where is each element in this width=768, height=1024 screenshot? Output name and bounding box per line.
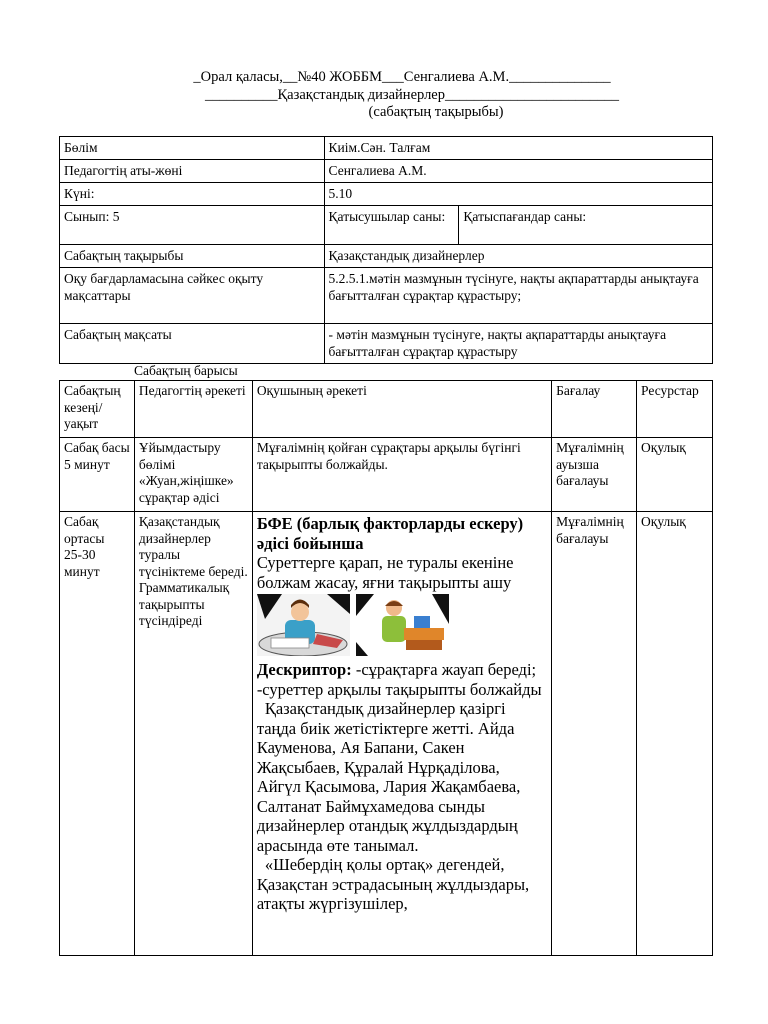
- date-label: Күні:: [60, 183, 325, 206]
- col-header-student: Оқушының әрекеті: [252, 381, 551, 438]
- topic-label: Сабақтың тақырыбы: [60, 245, 325, 268]
- row2-teacher: Қазақстандық дизайнерлер туралы түсініктеме береді. Грамматикалық тақырыпты түсіндіреді: [134, 512, 252, 956]
- row2-resources: Оқулық: [637, 512, 713, 956]
- col-header-teacher: Педагогтің әрекеті: [134, 381, 252, 438]
- objectives-value: 5.2.5.1.мәтін мазмұнын түсінуге, нақты ақпараттарды анықтауға бағытталған сұрақтар құрастыру;: [324, 268, 712, 324]
- date-value: 5.10: [324, 183, 712, 206]
- lesson-plan-table: [59, 380, 713, 956]
- method-title: БФЕ (барлық факторларды ескеру) әдісі бойынша: [256, 514, 524, 553]
- objectives-label: Оқу бағдарламасына сәйкес оқыту мақсаттары: [60, 268, 325, 324]
- paragraph-2: «Шебердің қолы ортақ» дегендей, Қазақстан эстрадасының жұлдыздары, атақты жүргізушілер,: [256, 855, 530, 913]
- descriptor: [257, 660, 547, 680]
- col-header-assessment: Бағалау: [552, 381, 637, 438]
- present-count-label: Қатысушылар саны:: [324, 206, 459, 245]
- absent-count-label: Қатыспағандар саны:: [459, 206, 713, 245]
- paragraph-1: Қазақстандық дизайнерлер қазіргі таңда биік жетістіктерге жетті. Айда Кауменова, Ая Бапани, Сакен Жақсыбаев, Құралай Нұрқаділова, Айгүл Қасымова, Лария Жақамбаева, Салтанат Баймұхамедова сынды дизайнерлер отандық жұлдыздардың арасында өте танымал.: [256, 699, 521, 855]
- sewing-woman-illustration-1: [257, 594, 350, 656]
- row2-assessment: Мұғалімнің бағалауы: [552, 512, 637, 956]
- descriptor-label: Дескриптор:: [256, 660, 352, 679]
- lesson-flow-title: Сабақтың барысы: [134, 363, 238, 378]
- col-header-resources: Ресурстар: [637, 381, 713, 438]
- topic-value: Қазақстандық дизайнерлер: [324, 245, 712, 268]
- teacher-label: Педагогтің аты-жөні: [60, 160, 325, 183]
- goal-value: - мәтін мазмұнын түсінуге, нақты ақпараттарды анықтауға бағытталған сұрақтар құрастыру: [324, 324, 712, 364]
- header-line-2: __________Қазақстандық дизайнерлер________________________: [205, 87, 619, 103]
- header-line-1: _Орал қаласы,__№40 ЖОББМ___Сенгалиева А.М.______________: [193, 69, 611, 85]
- class-label: Сынып: 5: [60, 206, 325, 245]
- row1-teacher: Ұйымдастыру бөлімі «Жуан,жіңішке» сұрақтар әдісі: [134, 438, 252, 512]
- section-value: Киім.Сән. Талғам: [324, 137, 712, 160]
- illustrations: [257, 594, 547, 656]
- method-text: Суреттерге қарап, не туралы екеніне болжам жасау, яғни тақырыпты ашу: [256, 553, 514, 592]
- header-line-3: (сабақтың тақырыбы): [368, 104, 504, 120]
- row1-resources: Оқулық: [637, 438, 713, 512]
- teacher-value: Сенгалиева А.М.: [324, 160, 712, 183]
- row2-stage: Сабақ ортасы 25-30 минут: [60, 512, 135, 956]
- row2-student: [252, 512, 551, 956]
- goal-label: Сабақтың мақсаты: [60, 324, 325, 364]
- col-header-stage: Сабақтың кезеңі/ уақыт: [60, 381, 135, 438]
- row1-stage: Сабақ басы 5 минут: [60, 438, 135, 512]
- sewing-woman-illustration-2: [356, 594, 449, 656]
- row1-student: Мұғалімнің қойған сұрақтары арқылы бүгінгі тақырыпты болжайды.: [252, 438, 551, 512]
- section-label: Бөлім: [60, 137, 325, 160]
- descriptor-1: -сұрақтарға жауап береді;: [351, 660, 537, 679]
- lesson-info-table: [59, 136, 713, 364]
- row1-assessment: Мұғалімнің ауызша бағалауы: [552, 438, 637, 512]
- descriptor-2: -суреттер арқылы тақырыпты болжайды: [256, 679, 542, 699]
